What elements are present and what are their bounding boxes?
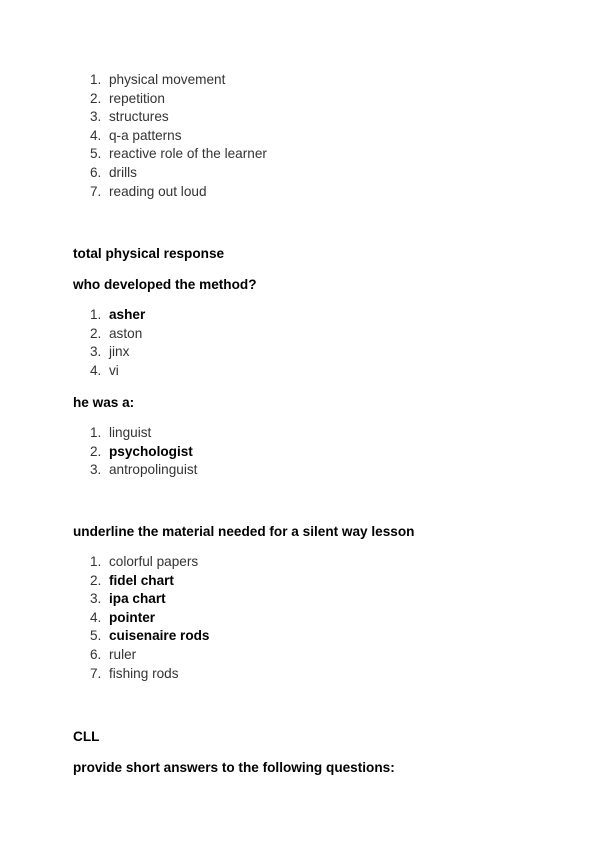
list-item-text: linguist [109,425,152,440]
list-item-text: structures [109,109,169,125]
list-item [73,362,145,381]
list-item-number: 4. [90,127,102,143]
list-item-number: 6. [90,164,102,180]
list-item-number: 1. [90,72,102,87]
list-item-text: fidel chart [109,572,174,588]
list-item [73,590,210,609]
list-item-text: jinx [109,344,130,360]
answer-list-1 [73,71,267,201]
list-item [73,71,267,90]
list-item-text: ruler [109,646,137,662]
heading-cll: CLL [73,729,100,744]
list-item-number: 2. [90,572,102,588]
list-item-number: 3. [90,344,102,360]
list-item-text: q-a patterns [109,127,182,143]
list-item-number: 3. [90,109,102,125]
list-item-text: psychologist [109,443,193,459]
list-item [73,183,267,202]
list-item-text: physical movement [109,72,226,87]
list-item-number: 1. [90,307,102,322]
list-item-number: 3. [90,591,102,607]
list-item-text: colorful papers [109,554,199,569]
list-item-text: ipa chart [109,591,166,607]
list-item [73,443,197,462]
list-item [73,127,267,146]
list-item [73,343,145,362]
list-item [73,145,267,164]
question-silent-way-material: underline the material needed for a silent way lesson [73,524,415,539]
list-item [73,306,145,325]
list-item-number: 1. [90,554,102,569]
answer-list-4 [73,553,210,683]
list-item-number: 5. [90,146,102,162]
list-item [73,609,210,628]
list-item-text: fishing rods [109,665,179,681]
list-item [73,627,210,646]
list-item [73,325,145,344]
list-item-text: drills [109,164,137,180]
list-item-number: 6. [90,646,102,662]
list-item-number: 2. [90,443,102,459]
list-item-number: 4. [90,362,102,378]
list-item [73,553,210,572]
answer-list-2 [73,306,145,380]
list-item-text: pointer [109,609,156,625]
answer-list-3 [73,424,197,480]
list-item-text: vi [109,362,119,378]
list-item-text: reading out loud [109,183,207,199]
list-item-number: 4. [90,609,102,625]
list-item-number: 3. [90,462,102,478]
list-item-number: 5. [90,628,102,644]
list-item [73,90,267,109]
list-item [73,424,197,443]
list-item-text: antropolinguist [109,462,198,478]
list-item-text: reactive role of the learner [109,146,267,162]
list-item-text: cuisenaire rods [109,628,210,644]
list-item-number: 2. [90,90,102,106]
list-item [73,665,210,684]
list-item-number: 7. [90,183,102,199]
heading-total-physical-response: total physical response [73,246,225,261]
list-item-number: 1. [90,425,102,440]
list-item-text: repetition [109,90,165,106]
list-item-number: 7. [90,665,102,681]
question-he-was-a: he was a: [73,395,135,410]
list-item-number: 2. [90,325,102,341]
list-item [73,108,267,127]
list-item [73,461,197,480]
list-item [73,164,267,183]
list-item-text: asher [109,307,146,322]
list-item-text: aston [109,325,143,341]
instruction-short-answers: provide short answers to the following questions: [73,760,395,775]
list-item [73,572,210,591]
list-item [73,646,210,665]
question-who-developed: who developed the method? [73,277,257,292]
